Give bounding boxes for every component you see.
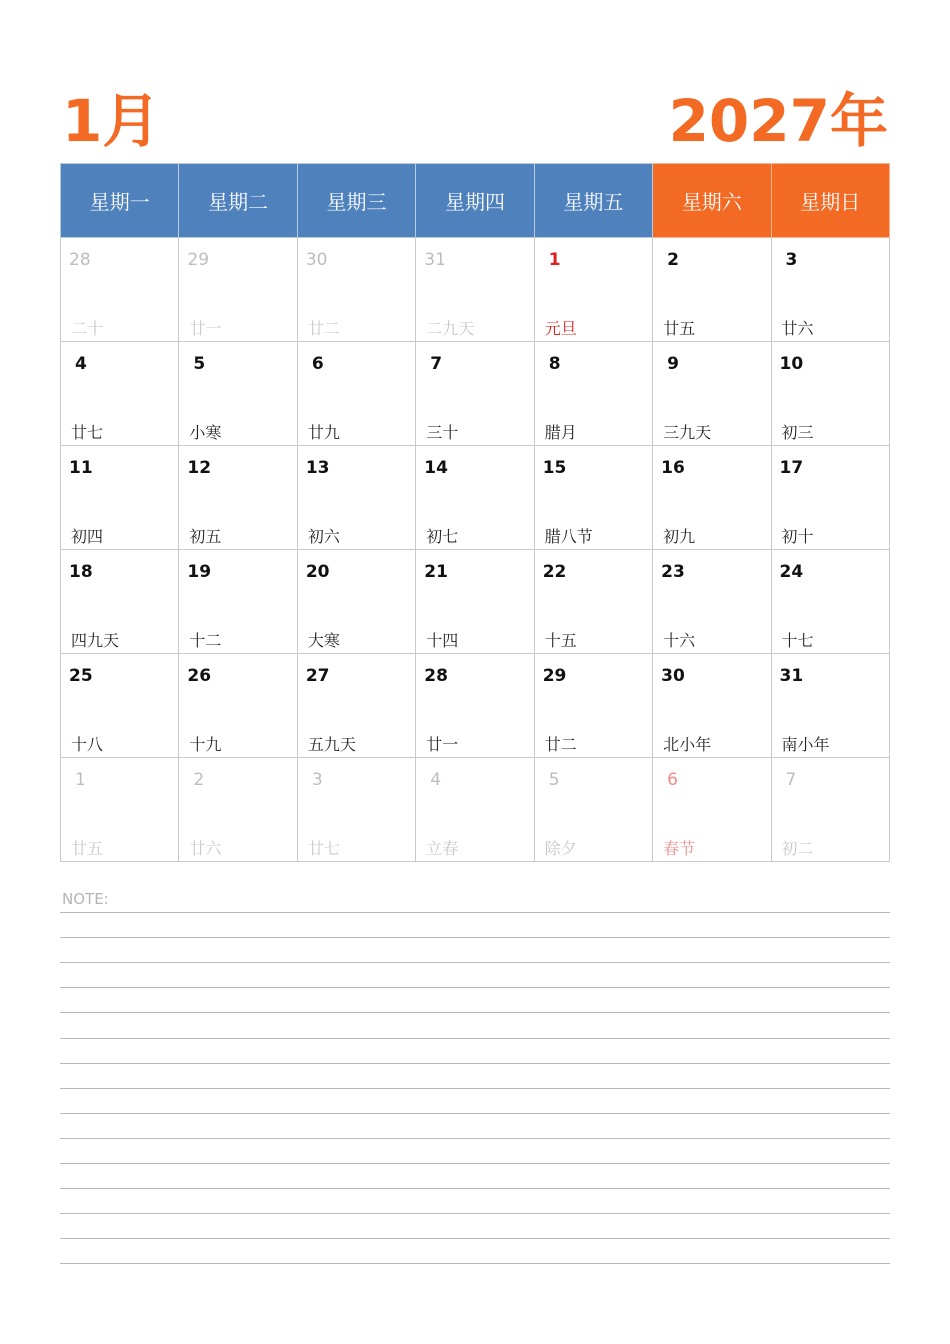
day-number: 17 [779,458,804,478]
lunar-date: 廿二 [544,735,577,754]
day-cell [653,654,771,758]
note-line [60,937,890,938]
day-number: 31 [424,250,446,270]
day-number: 18 [69,562,93,582]
weekday-header: 星期一 [61,164,179,238]
day-cell [297,238,415,342]
calendar-body [61,238,890,862]
day-number: 5 [193,354,206,374]
day-number: 23 [661,562,685,582]
note-line [60,1012,890,1013]
lunar-date: 廿六 [189,839,222,858]
weekday-header: 星期五 [534,164,652,238]
note-line [60,1163,890,1164]
note-line [60,987,890,988]
lunar-date: 除夕 [544,839,577,858]
day-cell [179,446,297,550]
day-cell [61,342,179,446]
day-cell [297,654,415,758]
day-number: 1 [548,250,561,270]
calendar-grid [60,163,890,862]
day-cell [61,238,179,342]
day-cell [534,342,652,446]
lunar-date: 廿六 [781,319,814,338]
lunar-date: 三十 [426,423,459,442]
day-cell [653,238,771,342]
lunar-date: 廿五 [663,319,696,338]
month-title: 1月 [62,87,161,155]
weekday-header: 星期四 [416,164,534,238]
day-cell [653,758,771,862]
lunar-date: 四九天 [71,631,120,650]
day-number: 29 [187,250,210,270]
day-number: 5 [548,770,560,790]
day-cell [653,342,771,446]
day-number: 13 [305,458,330,478]
day-number: 26 [187,666,212,686]
lunar-date: 初五 [189,527,222,546]
day-number: 31 [779,666,804,686]
day-cell [771,342,889,446]
day-cell [653,446,771,550]
note-line [60,1138,890,1139]
lunar-date: 十六 [663,631,696,650]
lunar-date: 廿一 [189,319,222,338]
note-line [60,1113,890,1114]
note-label: NOTE: [62,890,109,908]
week-row [61,758,890,862]
day-cell [416,550,534,654]
day-number: 7 [430,354,443,374]
note-line [60,1063,890,1064]
lunar-date: 十四 [426,631,459,650]
day-number: 2 [667,250,679,270]
day-number: 22 [542,562,567,582]
day-number: 28 [69,250,91,270]
day-cell [416,446,534,550]
day-cell [297,758,415,862]
day-number: 12 [187,458,212,478]
lunar-date: 十九 [189,735,222,754]
day-number: 19 [187,562,212,582]
note-line [60,912,890,913]
day-cell [534,758,652,862]
week-row [61,446,890,550]
lunar-date: 春节 [663,839,696,858]
day-cell [179,758,297,862]
day-number: 20 [305,562,330,582]
lunar-date: 初十 [781,527,814,546]
lunar-date: 腊八节 [544,527,593,546]
day-number: 2 [193,770,205,790]
weekday-header-row [61,164,890,238]
note-line [60,962,890,963]
day-number: 28 [424,666,448,686]
lunar-date: 二九天 [426,319,475,338]
lunar-date: 初九 [663,527,696,546]
day-cell [416,238,534,342]
day-number: 3 [785,250,798,270]
note-line [60,1088,890,1089]
day-cell [771,550,889,654]
day-number: 15 [542,458,567,478]
lunar-date: 二十 [71,319,104,338]
lunar-date: 南小年 [781,735,830,754]
day-cell [416,342,534,446]
lunar-date: 小寒 [189,423,222,442]
day-cell [771,654,889,758]
day-number: 27 [305,666,330,686]
day-cell [534,550,652,654]
lunar-date: 十五 [544,631,577,650]
lunar-date: 十八 [71,735,104,754]
lunar-date: 大寒 [307,631,340,650]
lunar-date: 三九天 [663,423,712,442]
day-cell [771,238,889,342]
day-number: 6 [667,770,678,790]
day-number: 1 [75,770,86,790]
day-number: 25 [69,666,93,686]
lunar-date: 立春 [426,839,459,858]
day-cell [534,238,652,342]
week-row [61,654,890,758]
lunar-date: 十二 [189,631,222,650]
lunar-date: 初二 [781,839,814,858]
lunar-date: 元旦 [544,319,577,338]
day-number: 3 [311,770,323,790]
weekday-header: 星期二 [179,164,297,238]
lunar-date: 廿七 [307,839,340,858]
day-cell [61,654,179,758]
lunar-date: 初六 [307,527,340,546]
day-number: 16 [661,458,685,478]
day-cell [179,550,297,654]
day-cell [179,654,297,758]
lunar-date: 廿五 [71,839,104,858]
day-number: 14 [424,458,448,478]
day-number: 30 [305,250,328,270]
year-title: 2027年 [668,87,888,155]
weekday-header: 星期三 [297,164,415,238]
week-row [61,342,890,446]
day-number: 24 [779,562,804,582]
lunar-date: 十七 [781,631,814,650]
day-number: 9 [667,354,679,374]
day-number: 30 [661,666,685,686]
lunar-date: 北小年 [663,735,712,754]
note-line [60,1038,890,1039]
lunar-date: 初七 [426,527,459,546]
day-number: 29 [542,666,567,686]
day-cell [297,342,415,446]
note-line [60,1213,890,1214]
day-cell [416,758,534,862]
weekend-header: 星期六 [653,164,771,238]
day-cell [771,758,889,862]
day-cell [534,446,652,550]
lunar-date: 初四 [71,527,104,546]
day-cell [179,342,297,446]
day-cell [61,550,179,654]
weekend-header: 星期日 [771,164,889,238]
day-cell [297,550,415,654]
lunar-date: 廿一 [426,735,459,754]
day-cell [534,654,652,758]
day-number: 4 [430,770,442,790]
day-number: 8 [548,354,561,374]
lunar-date: 廿二 [307,319,340,338]
day-cell [416,654,534,758]
lunar-date: 腊月 [544,423,577,442]
week-row [61,550,890,654]
day-cell [653,550,771,654]
day-number: 6 [311,354,324,374]
lunar-date: 初三 [781,423,814,442]
day-number: 10 [779,354,804,374]
day-cell [297,446,415,550]
day-cell [61,446,179,550]
day-number: 7 [785,770,797,790]
lunar-date: 廿九 [307,423,340,442]
day-cell [179,238,297,342]
note-line [60,1188,890,1189]
note-line [60,1238,890,1239]
note-line [60,1263,890,1264]
day-number: 4 [75,354,87,374]
day-cell [771,446,889,550]
day-number: 21 [424,562,448,582]
lunar-date: 廿七 [71,423,104,442]
week-row [61,238,890,342]
lunar-date: 五九天 [307,735,356,754]
day-number: 11 [69,458,93,478]
day-cell [61,758,179,862]
